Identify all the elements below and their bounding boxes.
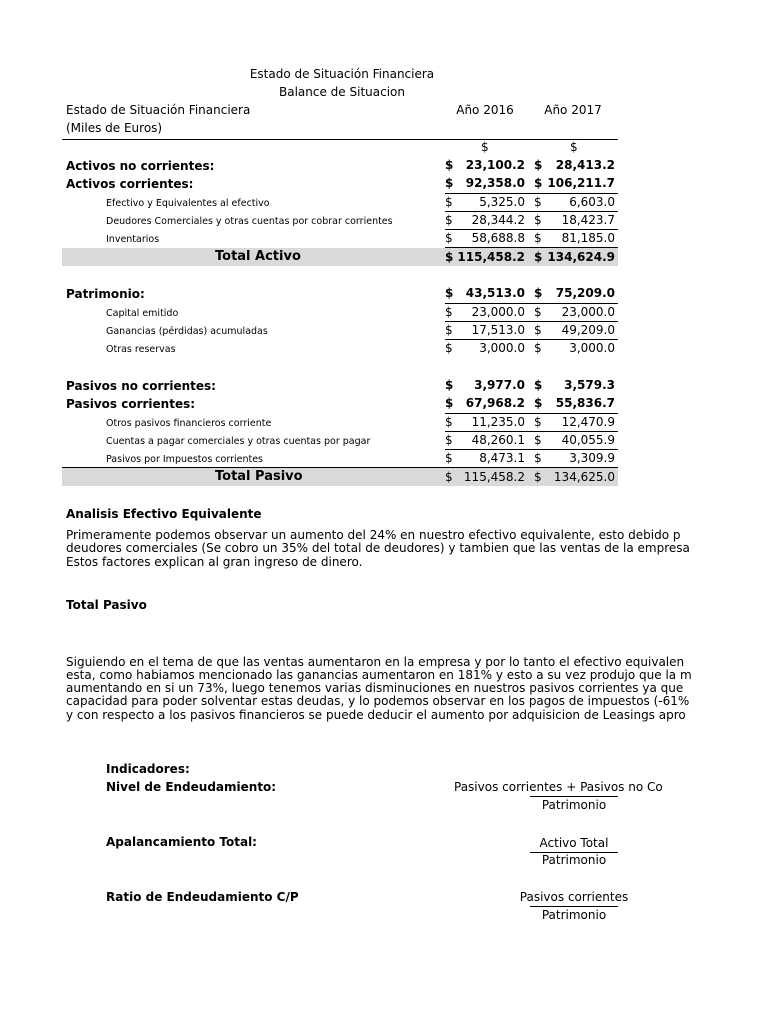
pasivo-line: esta, como habiamos mencionado las ganancias aumentaron en 181% y esto a su vez produjo que la m <box>66 668 692 682</box>
row-label: Pasivos corrientes: <box>66 397 196 411</box>
value-2016: 58,688.8 <box>471 231 525 245</box>
currency-symbol: $ <box>445 305 453 319</box>
row-label: Patrimonio: <box>66 287 145 301</box>
currency-symbol: $ <box>534 195 542 209</box>
analysis-line: Estos factores explican al gran ingreso de dinero. <box>66 555 363 569</box>
value-2017: 75,209.0 <box>555 286 615 300</box>
fraction-bar <box>530 906 618 907</box>
pasivo-line: y con respecto a los pasivos financieros se puede deducir el aumento por adquisicion de Leasings apro <box>66 708 686 722</box>
row-patrimonio <box>62 285 618 303</box>
currency-symbol: $ <box>445 250 454 264</box>
row-label: Pasivos por Impuestos corrientes <box>106 454 263 465</box>
currency-symbol: $ <box>534 396 543 410</box>
value-2016: 115,458.2 <box>457 250 525 264</box>
indicator-numerator: Pasivos corrientes + Pasivos no Co <box>454 780 663 794</box>
row-label: Cuentas a pagar comerciales y otras cuentas por pagar <box>106 436 371 447</box>
currency-symbol: $ <box>445 341 453 355</box>
value-2016: 43,513.0 <box>465 286 525 300</box>
row-total-activo <box>62 249 618 267</box>
cell-border <box>62 467 618 468</box>
row-label: Activos corrientes: <box>66 177 194 191</box>
table-label: Estado de Situación Financiera <box>66 103 251 117</box>
currency-symbol: $ <box>534 250 543 264</box>
row-label: Total Activo <box>215 249 301 264</box>
analysis-title: Analisis Efectivo Equivalente <box>66 507 262 521</box>
value-2017: 28,413.2 <box>555 158 615 172</box>
value-2016: 23,000.0 <box>471 305 525 319</box>
currency-symbol: $ <box>534 341 542 355</box>
value-2016: 23,100.2 <box>465 158 525 172</box>
value-2016: 67,968.2 <box>465 396 525 410</box>
currency-symbol: $ <box>534 286 543 300</box>
value-2016: 48,260.1 <box>471 433 525 447</box>
fraction-bar <box>530 796 618 797</box>
row-pasivos-no-corrientes <box>62 377 618 395</box>
value-2017: 12,470.9 <box>561 415 615 429</box>
currency-symbol: $ <box>534 378 543 392</box>
currency-symbol: $ <box>445 396 454 410</box>
currency-symbol: $ <box>445 470 453 484</box>
indicator-numerator: Activo Total <box>539 836 609 850</box>
currency-symbol: $ <box>534 451 542 465</box>
pasivo-section-title: Total Pasivo <box>66 598 147 612</box>
currency-symbol: $ <box>445 378 454 392</box>
currency-symbol: $ <box>534 213 542 227</box>
indicator-label: Apalancamiento Total: <box>106 835 257 849</box>
indicator-denominator: Patrimonio <box>541 798 607 812</box>
row-label: Deudores Comerciales y otras cuentas por cobrar corrientes <box>106 216 393 227</box>
value-2017: 49,209.0 <box>561 323 615 337</box>
value-2017: 3,309.9 <box>569 451 615 465</box>
row-label: Pasivos no corrientes: <box>66 379 216 393</box>
currency-symbol: $ <box>534 231 542 245</box>
indicator-label: Nivel de Endeudamiento: <box>106 780 277 794</box>
value-2016: 8,473.1 <box>479 451 525 465</box>
value-2016: 5,325.0 <box>479 195 525 209</box>
currency-symbol: $ <box>534 433 542 447</box>
currency-header-2016: $ <box>481 140 489 154</box>
value-2017: 3,000.0 <box>569 341 615 355</box>
row-inventarios <box>62 230 618 248</box>
value-2017: 40,055.9 <box>561 433 615 447</box>
indicators-title: Indicadores: <box>106 762 190 776</box>
sheet-subtitle: Balance de Situacion <box>279 85 405 99</box>
value-2016: 11,235.0 <box>471 415 525 429</box>
currency-symbol: $ <box>445 323 453 337</box>
indicator-denominator: Patrimonio <box>541 853 607 867</box>
currency-symbol: $ <box>534 323 542 337</box>
indicator-label: Ratio de Endeudamiento C/P <box>106 890 299 904</box>
value-2017: 81,185.0 <box>561 231 615 245</box>
col-header-2017: Año 2017 <box>544 103 602 117</box>
sheet-title: Estado de Situación Financiera <box>249 67 435 81</box>
currency-symbol: $ <box>534 415 542 429</box>
row-deudores <box>62 212 618 230</box>
currency-symbol: $ <box>445 158 454 172</box>
row-pasivos-impuestos <box>62 450 618 468</box>
value-2016: 115,458.2 <box>463 470 525 484</box>
row-label: Capital emitido <box>106 308 179 319</box>
currency-symbol: $ <box>445 415 453 429</box>
value-2017: 106,211.7 <box>547 176 615 190</box>
currency-symbol: $ <box>445 231 453 245</box>
value-2017: 23,000.0 <box>561 305 615 319</box>
value-2017: 134,625.0 <box>553 470 615 484</box>
pasivo-line: capacidad para poder solventar estas deudas, y lo podemos observar en los pagos de impuestos (-61% <box>66 694 690 708</box>
row-efectivo <box>62 194 618 212</box>
cell-border <box>445 247 618 248</box>
value-2016: 92,358.0 <box>465 176 525 190</box>
row-label: Inventarios <box>106 234 160 245</box>
row-pasivos-corrientes <box>62 395 618 413</box>
col-header-2016: Año 2016 <box>456 103 514 117</box>
row-total-pasivo <box>62 469 618 487</box>
value-2016: 3,977.0 <box>474 378 525 392</box>
value-2017: 18,423.7 <box>561 213 615 227</box>
row-activos-no-corrientes <box>62 157 618 175</box>
row-cuentas-a-pagar <box>62 432 618 450</box>
units-label: (Miles de Euros) <box>66 121 163 135</box>
analysis-line: deudores comerciales (Se cobro un 35% del total de deudores) y tambien que las ventas de la empresa <box>66 541 690 555</box>
analysis-line: Primeramente podemos observar un aumento del 24% en nuestro efectivo equivalente, esto debido p <box>66 528 681 542</box>
value-2016: 17,513.0 <box>471 323 525 337</box>
row-label: Ganancias (pérdidas) acumuladas <box>106 326 268 337</box>
row-label: Otras reservas <box>106 344 176 355</box>
row-label: Total Pasivo <box>215 469 303 484</box>
currency-header-2017: $ <box>570 140 578 154</box>
value-2017: 134,624.9 <box>547 250 615 264</box>
currency-symbol: $ <box>534 176 543 190</box>
row-activos-corrientes <box>62 175 618 193</box>
indicator-denominator: Patrimonio <box>541 908 607 922</box>
currency-symbol: $ <box>445 286 454 300</box>
currency-symbol: $ <box>534 158 543 172</box>
currency-symbol: $ <box>534 470 542 484</box>
row-ganancias <box>62 322 618 340</box>
indicator-numerator: Pasivos corrientes <box>519 890 629 904</box>
value-2016: 28,344.2 <box>471 213 525 227</box>
header-rule <box>62 139 618 140</box>
pasivo-line: Siguiendo en el tema de que las ventas aumentaron en la empresa y por lo tanto el efectivo equivalen <box>66 655 685 669</box>
currency-symbol: $ <box>445 213 453 227</box>
row-label: Otros pasivos financieros corriente <box>106 418 272 429</box>
pasivo-line: aumentando en si un 73%, luego tenemos varias disminuciones en nuestros pasivos corrientes ya que <box>66 681 684 695</box>
currency-symbol: $ <box>534 305 542 319</box>
row-label: Activos no corrientes: <box>66 159 215 173</box>
value-2017: 55,836.7 <box>555 396 615 410</box>
row-capital-emitido <box>62 304 618 322</box>
value-2017: 3,579.3 <box>564 378 615 392</box>
row-otras-reservas <box>62 340 618 358</box>
row-otros-pasivos-financieros <box>62 414 618 432</box>
currency-symbol: $ <box>445 433 453 447</box>
value-2016: 3,000.0 <box>479 341 525 355</box>
currency-symbol: $ <box>445 451 453 465</box>
value-2017: 6,603.0 <box>569 195 615 209</box>
currency-symbol: $ <box>445 195 453 209</box>
currency-symbol: $ <box>445 176 454 190</box>
row-label: Efectivo y Equivalentes al efectivo <box>106 198 270 209</box>
